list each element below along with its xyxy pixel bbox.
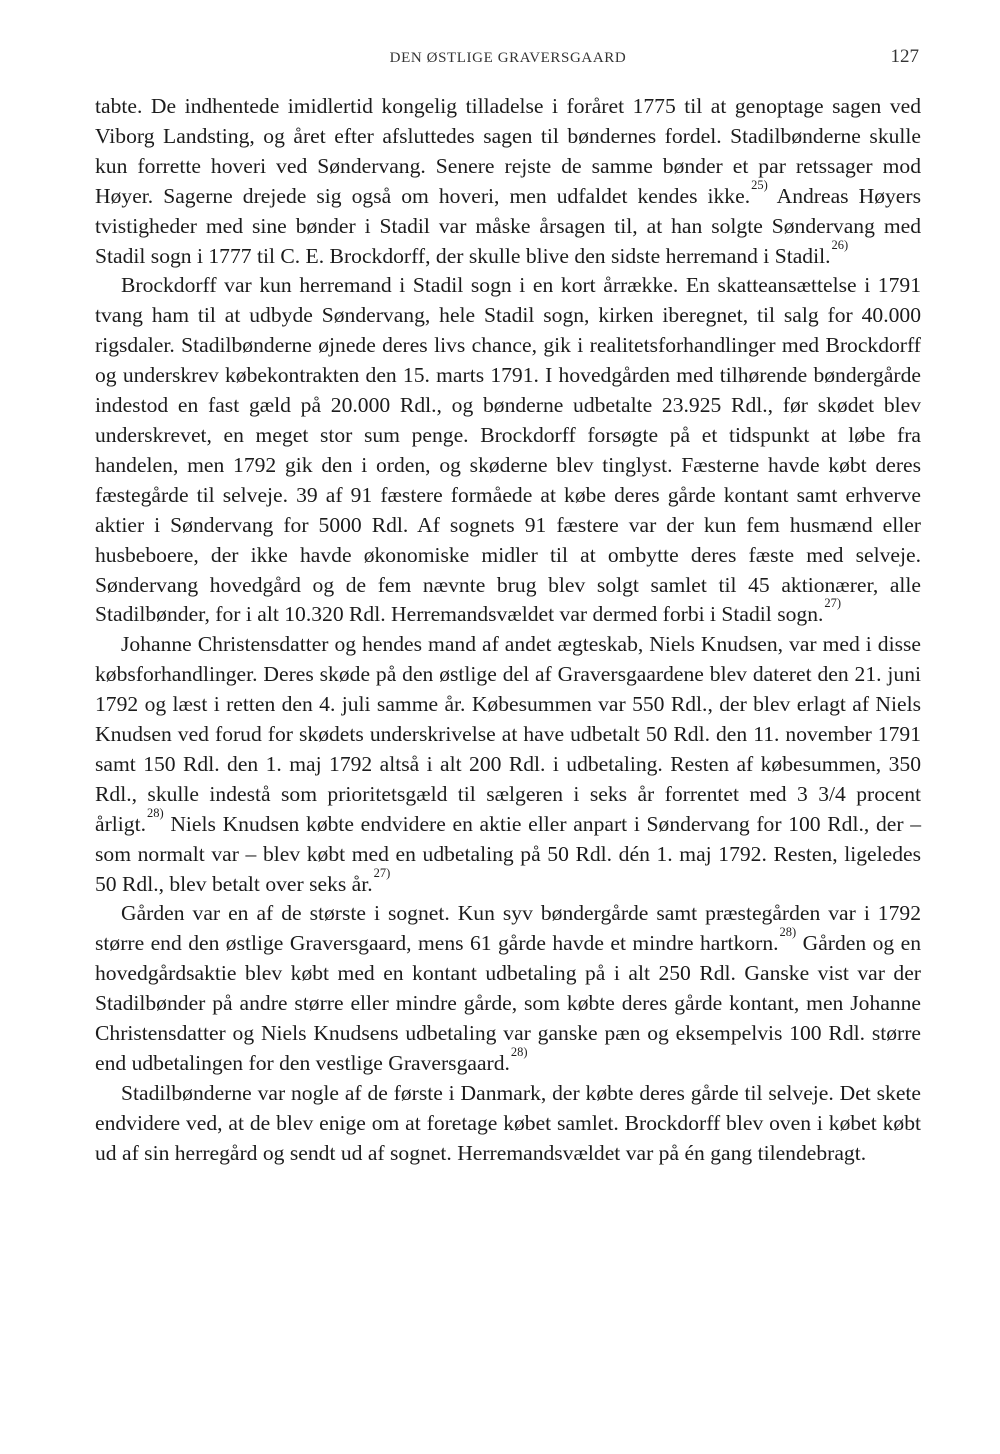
footnote-reference: 25) [751,177,768,192]
paragraph-text: Gården var en af de største i sognet. Kun syv bøndergårde samt præstegården var i 1792 større end den østlige Graversgaard, mens 61 gårde havde et mindre hartkorn. [95,901,921,956]
paragraph-text: Stadilbønderne var nogle af de første i Danmark, der købte deres gårde til selveje. Det skete endvidere ved, at de blev enige om at foretage købet samlet. Brockdorff blev oven i købet købt ud af sin herregård og sendt ud af sognet. Herremandsvældet var på én gang tilendebragt. [95,1080,921,1165]
paragraph [95,899,921,1078]
page-number: 127 [890,46,919,67]
running-head [95,42,921,82]
footnote-reference: 28) [779,925,797,940]
paragraph-text: Gården og en hovedgårdsaktie blev købt med en kontant udbetaling på i alt 250 Rdl. Ganske vist var der Stadilbønder på andre større eller mindre gårde, som købte deres gårde kontant, men Johanne Christensdatter og Niels Knudsens udbetaling var ganske pæn og eksempelvis 100 Rdl. større end udbetalingen for den vestlige Graversgaard. [95,931,921,1075]
paragraph [95,1079,921,1169]
book-page [95,42,921,1169]
paragraph-text: Andreas Høyers tvistigheder med sine bønder i Stadil var måske årsagen til, at han solgte Søndervang med Stadil sogn i 1777 til C. E. Brockdorff, der skulle blive den sidste herremand i Stadil. [95,183,921,268]
paragraph-text: tabte. De indhentede imidlertid kongelig tilladelse i foråret 1775 til at genoptage sagen ved Viborg Landsting, og året efter afsluttedes sagen til bøndernes fordel. Stadilbønderne skulle kun forrette hoveri ved Søndervang. Senere rejste de samme bønder et par retssager mod Høyer. Sagerne drejede sig også om hoveri, men udfaldet kendes ikke. [95,94,921,208]
paragraph-text: Niels Knudsen købte endvidere en aktie eller anpart i Søndervang for 100 Rdl., der – som normalt var – blev købt med en udbetaling på 50 Rdl. dén 1. maj 1792. Resten, ligeledes 50 Rdl., blev betalt over seks år. [95,811,921,896]
footnote-reference: 27) [373,865,391,880]
paragraph [95,92,921,271]
paragraph [95,271,921,630]
paragraph-text: Brockdorff var kun herremand i Stadil sogn i en kort årrække. En skatteansættelse i 1791 tvang ham til at udbyde Søndervang, hele Stadil sogn, kirken iberegnet, til salg for 40.000 rigsdaler. Stadilbønderne øjnede deres livs chance, gik i realitetsforhandlinger med Brockdorff og underskrev købekontrakten den 15. marts 1791. I hovedgården med tilhørende bøndergårde indestod en fast gæld på 20.000 Rdl., og bønderne udbetalte 23.925 Rdl., før skødet blev underskrevet, en meget stor sum penge. Brockdorff forsøgte på et tidspunkt at løbe fra handelen, men 1792 gik den i orden, og skøderne blev tinglyst. Fæsterne havde købt deres fæstegårde til selveje. 39 af 91 fæstere formåede at købe deres gårde kontant samt erhverve aktier i Søndervang for 5000 Rdl. Af sognets 91 fæstere var der kun fem husmænd eller husbeboere, der ikke havde økonomiske midler til at ombytte deres fæste med selveje. Søndervang hovedgård og de fem nævnte brug blev solgt samlet til 45 aktionærer, alle Stadilbønder, for i alt 10.320 Rdl. Herremandsvældet var dermed forbi i Stadil sogn. [95,273,921,627]
body-text [95,92,921,1169]
paragraph [95,630,921,899]
footnote-reference: 26) [831,237,849,252]
footnote-reference: 27) [824,596,842,611]
running-title: DEN ØSTLIGE GRAVERSGAARD [389,50,627,66]
footnote-reference: 28) [510,1045,528,1059]
footnote-reference: 28) [146,805,164,820]
paragraph-text: Johanne Christensdatter og hendes mand af andet ægteskab, Niels Knudsen, var med i disse købsforhandlinger. Deres skøde på den østlige del af Graversgaardene blev dateret den 21. juni 1792 og læst i retten den 4. juli samme år. Købesummen var 550 Rdl., der blev erlagt af Niels Knudsen ved forud for skødets underskrivelse at have udbetalt 50 Rdl. den 11. november 1791 samt 150 Rdl. den 1. maj 1792 altså i alt 200 Rdl. i udbetaling. Resten af købesummen, 350 Rdl., skulle indestå som prioritetsgæld til sælgeren i seks år forrentet med 3 3/4 procent årligt. [95,632,921,836]
